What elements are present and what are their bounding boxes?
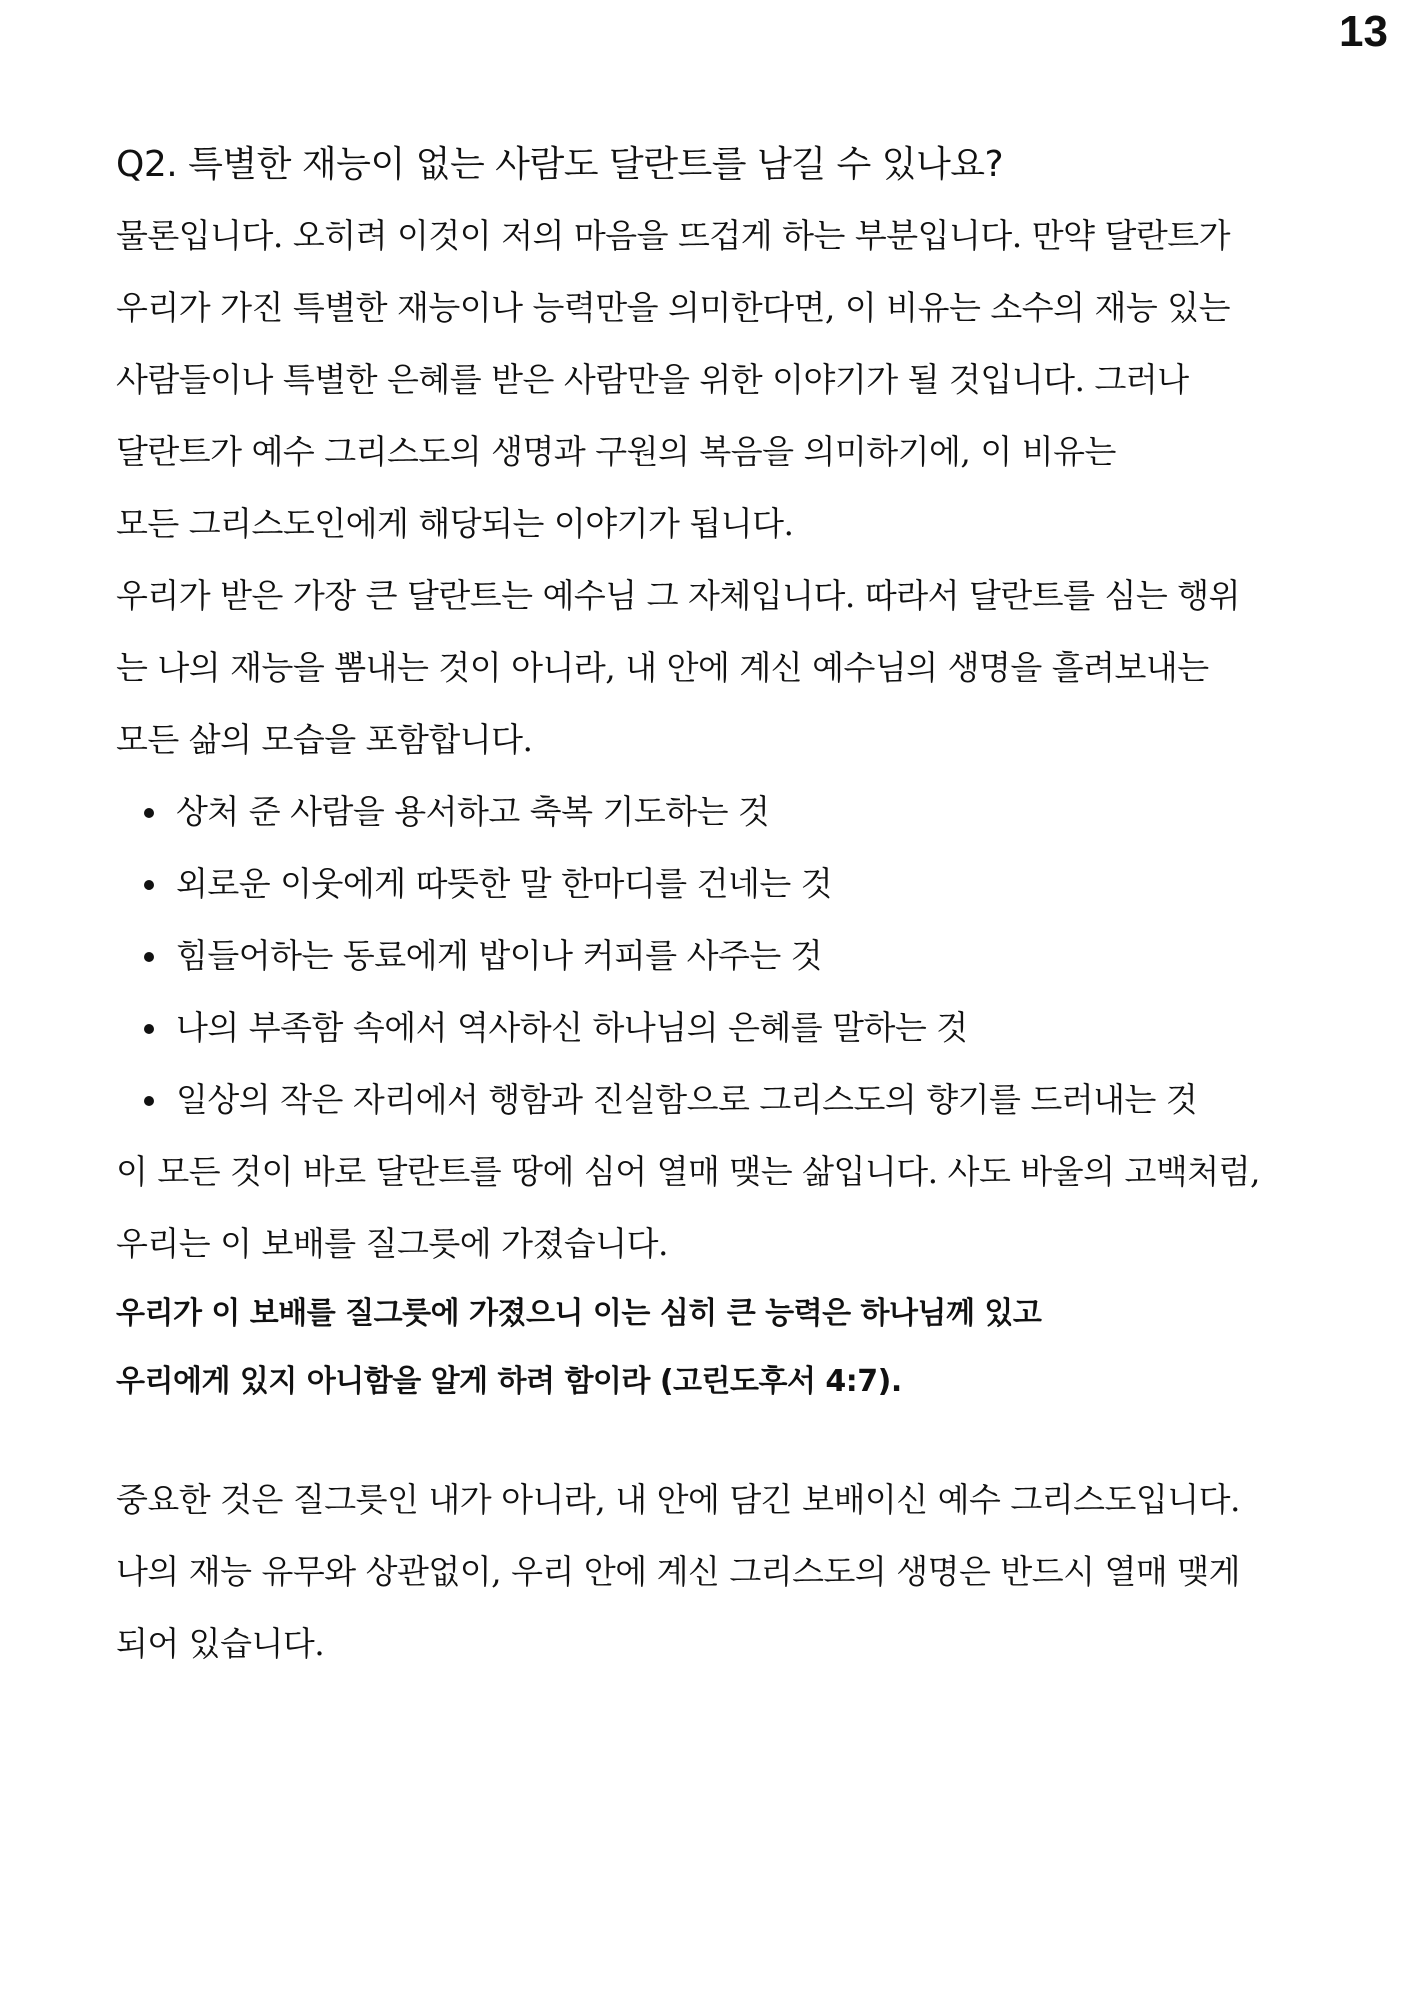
paragraph-line: 모든 삶의 모습을 포함합니다. — [116, 720, 533, 759]
bullet-list — [116, 776, 1316, 1136]
bullet-text: 일상의 작은 자리에서 행함과 진실함으로 그리스도의 향기를 드러내는 것 — [176, 1080, 1198, 1119]
bullet-dot-icon — [144, 808, 154, 818]
quote-line: 우리에게 있지 아니함을 알게 하려 함이라 (고린도후서 4:7). — [116, 1364, 902, 1399]
bullet-item — [140, 848, 1316, 920]
spacer — [116, 1416, 1316, 1464]
paragraph-line: 물론입니다. 오히려 이것이 저의 마음을 뜨겁게 하는 부분입니다. 만약 달란트가 — [116, 216, 1230, 255]
document-body — [116, 138, 1316, 1680]
bullet-text: 외로운 이웃에게 따뜻한 말 한마디를 건네는 것 — [176, 864, 833, 903]
paragraph-3 — [116, 1136, 1316, 1280]
paragraph-line: 이 모든 것이 바로 달란트를 땅에 심어 열매 맺는 삶입니다. 사도 바울의 고백처럼, — [116, 1152, 1260, 1191]
scripture-quote — [116, 1280, 1316, 1416]
bullet-dot-icon — [144, 952, 154, 962]
paragraph-line: 는 나의 재능을 뽐내는 것이 아니라, 내 안에 계신 예수님의 생명을 흘려보내는 — [116, 648, 1209, 687]
paragraph-line: 모든 그리스도인에게 해당되는 이야기가 됩니다. — [116, 504, 794, 543]
paragraph-4 — [116, 1464, 1316, 1680]
question-heading: Q2. 특별한 재능이 없는 사람도 달란트를 남길 수 있나요? — [116, 144, 1004, 185]
paragraph-line: 나의 재능 유무와 상관없이, 우리 안에 계신 그리스도의 생명은 반드시 열매 맺게 — [116, 1552, 1240, 1591]
bullet-item — [140, 776, 1316, 848]
quote-line: 우리가 이 보배를 질그릇에 가졌으니 이는 심히 큰 능력은 하나님께 있고 — [116, 1296, 1042, 1331]
bullet-text: 나의 부족함 속에서 역사하신 하나님의 은혜를 말하는 것 — [176, 1008, 968, 1047]
bullet-item — [140, 920, 1316, 992]
bullet-text: 상처 준 사람을 용서하고 축복 기도하는 것 — [176, 792, 770, 831]
bullet-item — [140, 992, 1316, 1064]
bullet-text: 힘들어하는 동료에게 밥이나 커피를 사주는 것 — [176, 936, 823, 975]
bullet-dot-icon — [144, 880, 154, 890]
paragraph-line: 되어 있습니다. — [116, 1624, 325, 1663]
bullet-item — [140, 1064, 1316, 1136]
paragraph-line: 사람들이나 특별한 은혜를 받은 사람만을 위한 이야기가 될 것입니다. 그러나 — [116, 360, 1189, 399]
paragraph-1 — [116, 200, 1316, 560]
paragraph-line: 중요한 것은 질그릇인 내가 아니라, 내 안에 담긴 보배이신 예수 그리스도입니다. — [116, 1480, 1240, 1519]
paragraph-2 — [116, 560, 1316, 776]
paragraph-line: 우리가 받은 가장 큰 달란트는 예수님 그 자체입니다. 따라서 달란트를 심는 행위 — [116, 576, 1240, 615]
paragraph-line: 달란트가 예수 그리스도의 생명과 구원의 복음을 의미하기에, 이 비유는 — [116, 432, 1116, 471]
bullet-dot-icon — [144, 1024, 154, 1034]
page-number: 13 — [1339, 7, 1388, 56]
paragraph-line: 우리가 가진 특별한 재능이나 능력만을 의미한다면, 이 비유는 소수의 재능 있는 — [116, 288, 1230, 327]
paragraph-line: 우리는 이 보배를 질그릇에 가졌습니다. — [116, 1224, 668, 1263]
bullet-dot-icon — [144, 1096, 154, 1106]
